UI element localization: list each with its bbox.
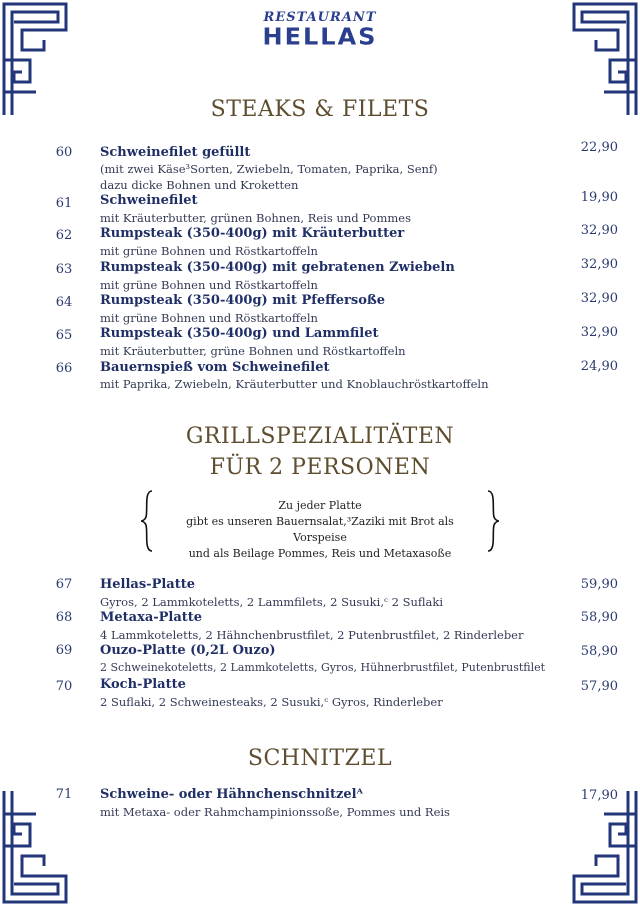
item-number: 60 (55, 145, 73, 160)
item-name: Rumpsteak (350-400g) mit Kräuterbutter (100, 226, 405, 241)
item-number: 61 (55, 196, 73, 211)
note-line-1: Zu jeder Platte (278, 499, 362, 512)
item-number: 71 (55, 787, 73, 802)
item-description: (mit zwei Käse³Sorten, Zwiebeln, Tomaten, Paprika, Senf) (100, 162, 438, 176)
item-name: Schweine- oder Hähnchenschnitzelᴬ (100, 787, 363, 802)
item-number: 63 (55, 262, 73, 277)
item-description: mit grüne Bohnen und Röstkartoffeln (100, 278, 318, 292)
item-price: 58,90 (580, 610, 618, 625)
item-name: Ouzo-Platte (0,2L Ouzo) (100, 643, 276, 658)
item-price: 32,90 (580, 325, 618, 340)
item-description: mit grüne Bohnen und Röstkartoffeln (100, 244, 318, 258)
item-description: mit grüne Bohnen und Röstkartoffeln (100, 311, 318, 325)
platter-note (140, 490, 500, 560)
item-name: Rumpsteak (350-400g) mit Pfeffersoße (100, 293, 386, 308)
section-title-grill: GRILLSPEZIALITÄTEN (185, 424, 455, 449)
item-price: 32,90 (580, 223, 618, 238)
item-number: 62 (55, 228, 73, 243)
item-description-2: dazu dicke Bohnen und Kroketten (100, 178, 299, 192)
greek-key-corner-icon (570, 791, 640, 906)
item-name: Hellas-Platte (100, 577, 195, 592)
item-description: 2 Schweinekoteletts, 2 Lammkoteletts, Gyros, Hühnerbrustfilet, Putenbrustfilet (100, 661, 546, 674)
greek-key-corner-icon (0, 791, 70, 906)
item-number: 68 (55, 610, 73, 625)
item-name: Rumpsteak (350-400g) und Lammfilet (100, 326, 379, 341)
logo-hellas-text: HELLAS (262, 23, 378, 51)
item-number: 67 (55, 577, 73, 592)
item-price: 32,90 (580, 257, 618, 272)
item-name: Koch-Platte (100, 677, 186, 692)
section-title-steaks: STEAKS & FILETS (210, 97, 430, 122)
curly-brace-icon (140, 490, 154, 552)
item-name: Bauernspieß vom Schweinefilet (100, 360, 330, 375)
note-line-3: und als Beilage Pommes, Reis und Metaxasoße (188, 547, 452, 560)
item-name: Rumpsteak (350-400g) mit gebratenen Zwiebeln (100, 260, 455, 275)
restaurant-logo (0, 10, 640, 49)
item-number: 70 (55, 679, 73, 694)
item-number: 65 (55, 328, 73, 343)
section-title-schnitzel: SCHNITZEL (247, 746, 393, 771)
item-price: 32,90 (580, 291, 618, 306)
item-number: 66 (55, 361, 73, 376)
item-name: Schweinefilet gefüllt (100, 145, 251, 160)
item-price: 59,90 (580, 577, 618, 592)
item-name: Schweinefilet (100, 193, 198, 208)
item-description: mit Paprika, Zwiebeln, Kräuterbutter und Knoblauchröstkartoffeln (100, 377, 489, 391)
item-price: 19,90 (580, 190, 618, 205)
item-price: 24,90 (580, 359, 618, 374)
item-price: 17,90 (580, 788, 618, 803)
item-description: mit Kräuterbutter, grüne Bohnen und Röstkartoffeln (100, 344, 406, 358)
note-line-2: gibt es unseren Bauernsalat,³Zaziki mit Brot als Vorspeise (186, 515, 454, 544)
item-number: 69 (55, 643, 73, 658)
item-description: Gyros, 2 Lammkoteletts, 2 Lammfilets, 2 Susuki,ᶜ 2 Suflaki (100, 595, 444, 609)
item-price: 58,90 (580, 644, 618, 659)
item-name: Metaxa-Platte (100, 610, 203, 625)
item-price: 22,90 (580, 140, 618, 155)
item-number: 64 (55, 295, 73, 310)
item-price: 57,90 (580, 679, 618, 694)
item-description: 2 Suflaki, 2 Schweinesteaks, 2 Susuki,ᶜ Gyros, Rinderleber (100, 695, 443, 709)
item-description: mit Metaxa- oder Rahmchampinionssoße, Pommes und Reis (100, 805, 450, 819)
item-description: mit Kräuterbutter, grünen Bohnen, Reis und Pommes (100, 211, 411, 225)
section-subtitle-grill: FÜR 2 PERSONEN (209, 455, 431, 480)
curly-brace-icon (486, 490, 500, 552)
logo-restaurant-text: RESTAURANT (263, 10, 377, 25)
item-description: 4 Lammkoteletts, 2 Hähnchenbrustfilet, 2 Putenbrustfilet, 2 Rinderleber (100, 628, 524, 642)
